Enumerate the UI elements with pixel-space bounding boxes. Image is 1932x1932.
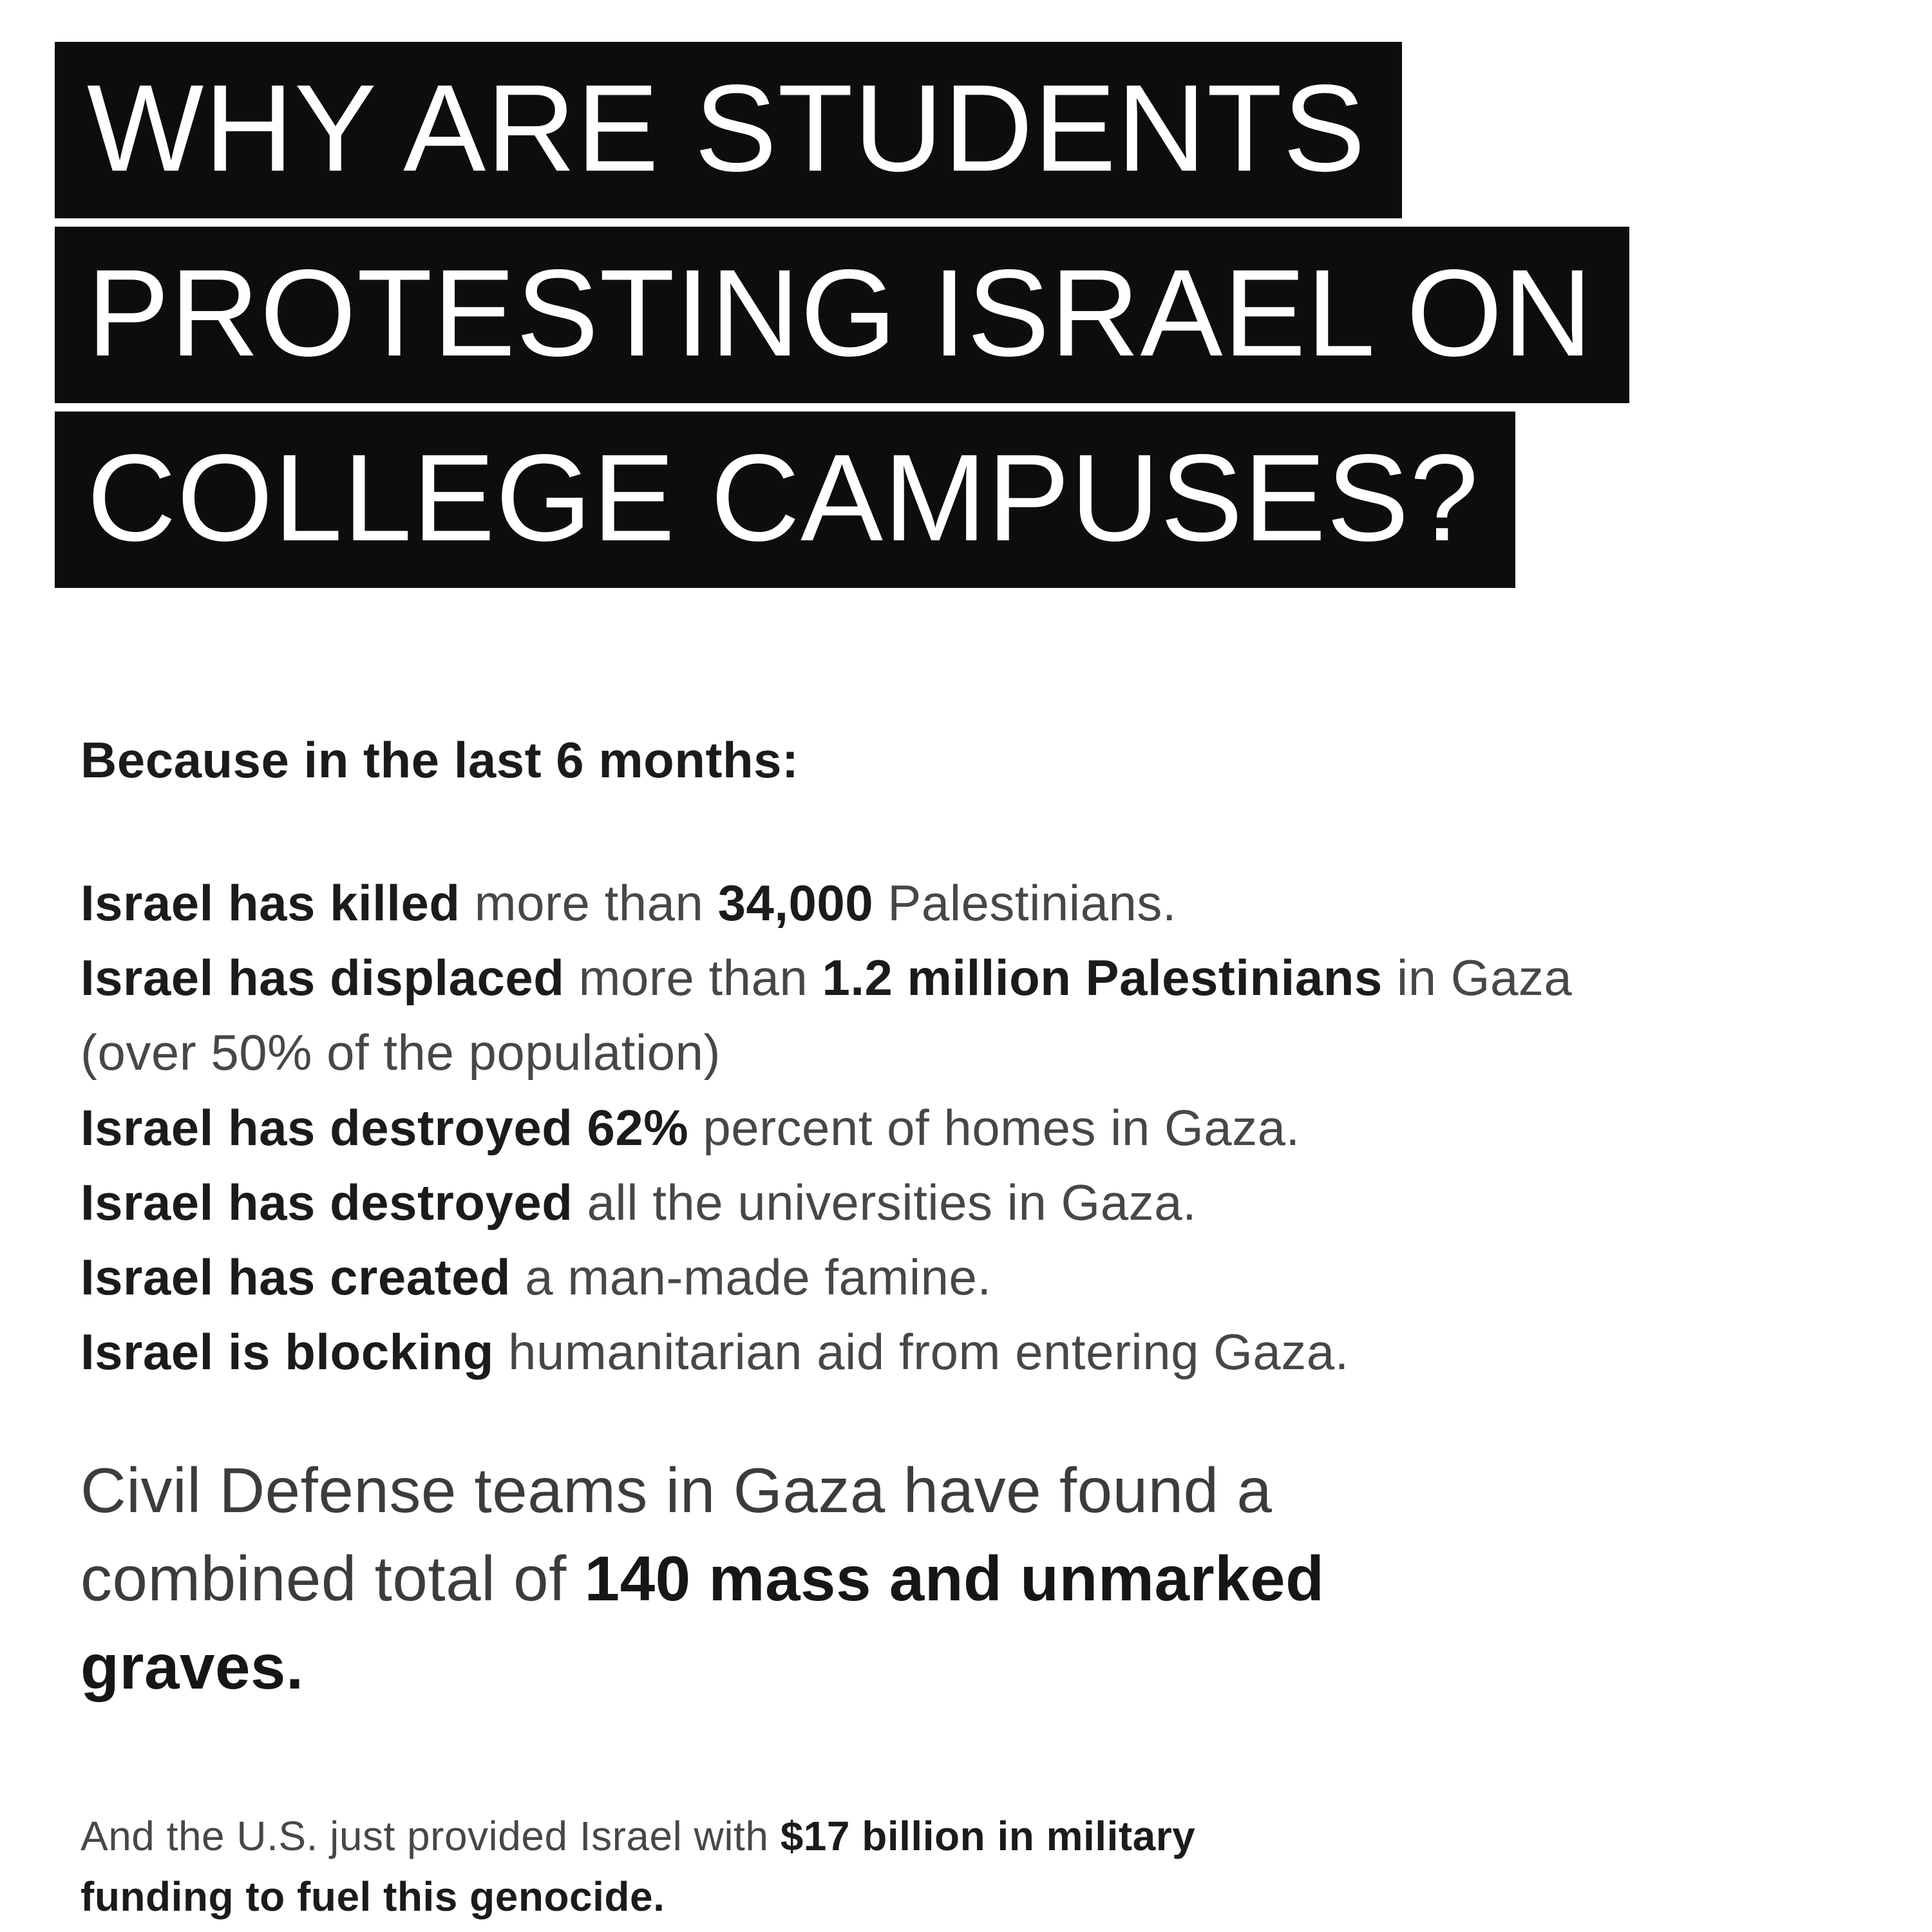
text-segment: more than (460, 875, 718, 931)
mass-graves-statement (80, 1446, 1861, 1712)
text-segment: all the universities in Gaza. (573, 1173, 1197, 1231)
graves-line (80, 1623, 1861, 1711)
funding-line (80, 1806, 1861, 1866)
bold-text-segment: $17 billion in military (780, 1813, 1196, 1860)
bold-text-segment: 34,000 (717, 875, 874, 931)
bold-text-segment: Israel has created (80, 1249, 511, 1306)
fact-line (80, 866, 1861, 940)
title-line: PROTESTING ISRAEL ON (55, 227, 1629, 403)
fact-line (80, 1314, 1861, 1389)
bold-text-segment: Israel has destroyed 62% (80, 1099, 689, 1156)
text-segment: (over 50% of the population) (80, 1024, 721, 1081)
text-segment: percent of homes in Gaza. (688, 1099, 1300, 1156)
fact-line (80, 1015, 1861, 1090)
bold-text-segment: Israel has killed (80, 875, 460, 931)
text-segment: Palestinians. (873, 875, 1177, 931)
intro-heading: Because in the last 6 months: (80, 732, 799, 788)
fact-line (80, 1090, 1861, 1165)
graves-line (80, 1446, 1861, 1535)
text-segment: a man-made famine. (511, 1249, 992, 1306)
text-segment: combined total of (80, 1542, 585, 1614)
title-line: WHY ARE STUDENTS (55, 42, 1402, 218)
bold-text-segment: graves. (80, 1631, 304, 1702)
bold-text-segment: 140 mass and unmarked (584, 1542, 1325, 1614)
graves-line (80, 1535, 1861, 1623)
bold-text-segment: Israel has displaced (80, 949, 565, 1007)
facts-list (80, 866, 1861, 1390)
poster-title (55, 42, 1932, 588)
fact-line (80, 1165, 1861, 1240)
bold-text-segment: funding to fuel this genocide. (80, 1873, 665, 1920)
bold-text-segment: Israel is blocking (80, 1323, 494, 1381)
fact-line (80, 940, 1861, 1015)
funding-line (80, 1867, 1861, 1927)
text-segment: in Gaza (1382, 949, 1573, 1007)
text-segment: humanitarian aid from entering Gaza. (493, 1323, 1349, 1381)
text-segment: And the U.S. just provided Israel with (80, 1813, 781, 1860)
title-line: COLLEGE CAMPUSES? (55, 412, 1515, 588)
fact-line (80, 1240, 1861, 1314)
bold-text-segment: Israel has destroyed (80, 1173, 573, 1231)
poster-body (80, 731, 1861, 1927)
us-funding-statement (80, 1806, 1861, 1927)
text-segment: more than (564, 949, 822, 1007)
bold-text-segment: 1.2 million Palestinians (822, 949, 1383, 1007)
text-segment: Civil Defense teams in Gaza have found a (80, 1454, 1273, 1526)
